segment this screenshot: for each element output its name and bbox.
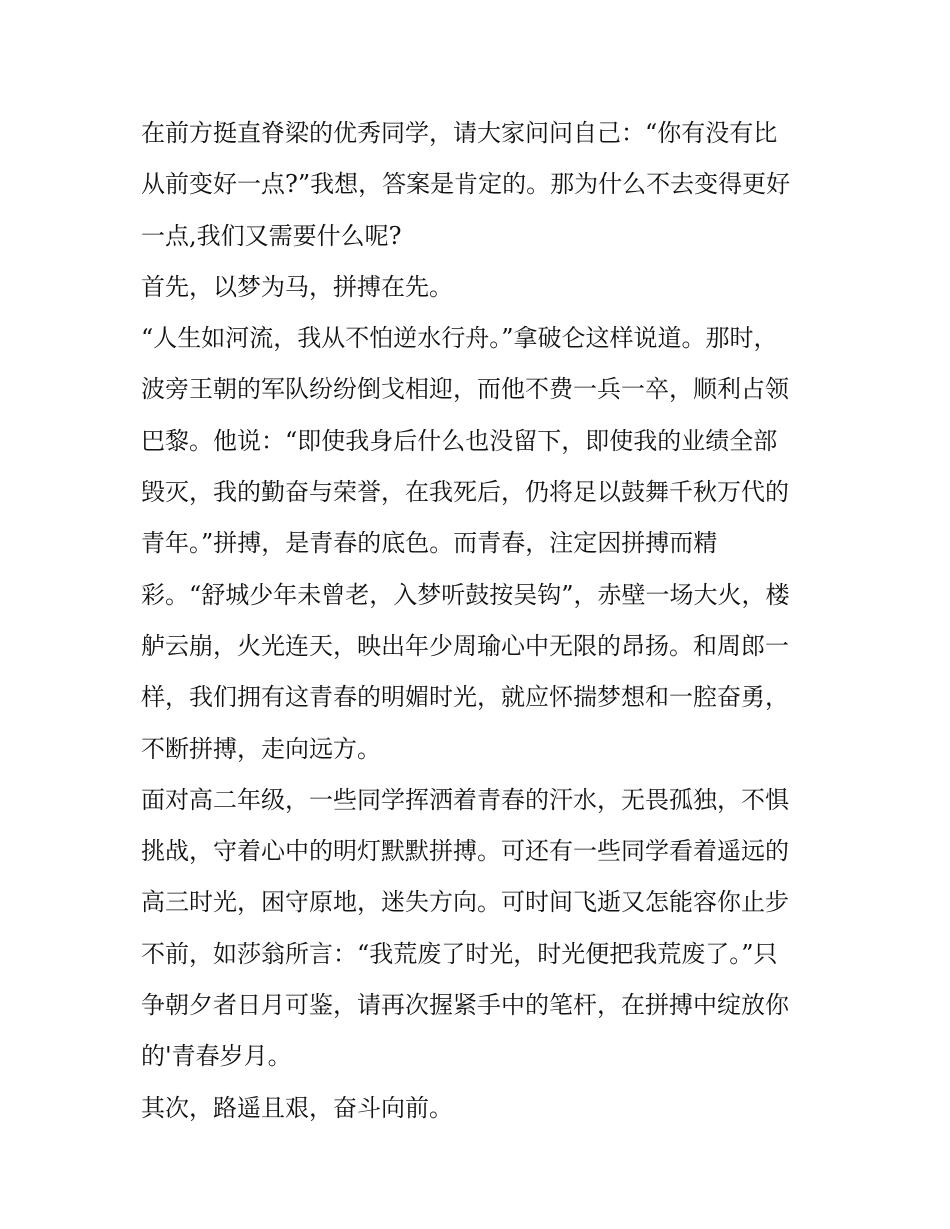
text-line: 在前方挺直脊梁的优秀同学，请大家问问自己：“你有没有比 bbox=[141, 119, 778, 147]
text-line: 巴黎。他说：“即使我身后什么也没留下，即使我的业绩全部 bbox=[141, 426, 778, 455]
document-body bbox=[141, 108, 821, 1134]
text-line: 毁灭，我的勤奋与荣誉，在我死后，仍将足以鼓舞千秋万代的 bbox=[141, 478, 789, 507]
text-line: 挑战，守着心中的明灯默默拼搏。可还有一些同学看着遥远的 bbox=[141, 837, 789, 866]
text-line: 的'青春岁月。 bbox=[141, 1042, 292, 1071]
text-line: 样，我们拥有这青春的明媚时光，就应怀揣梦想和一腔奋勇， bbox=[141, 683, 789, 712]
text-line: 从前变好一点?”我想，答案是肯定的。那为什么不去变得更好 bbox=[141, 170, 791, 199]
text-line: 不断拼搏，走向远方。 bbox=[141, 734, 381, 763]
text-line: 青年。”拼搏，是青春的底色。而青春，注定因拼搏而精 bbox=[141, 529, 718, 558]
section-heading-second: 其次，路遥且艰，奋斗向前。 bbox=[141, 1093, 453, 1122]
text-line: 一点,我们又需要什么呢? bbox=[141, 221, 402, 250]
text-line: 彩。“舒城少年未曾老，入梦听鼓按吴钩”，赤壁一场大火，楼 bbox=[141, 580, 790, 609]
text-line: 不前，如莎翁所言：“我荒废了时光，时光便把我荒废了。”只 bbox=[141, 939, 778, 968]
section-heading-first: 首先，以梦为马，拼搏在先。 bbox=[141, 272, 453, 301]
text-line: 舻云崩，火光连天，映出年少周瑜心中无限的昂扬。和周郎一 bbox=[141, 631, 789, 660]
text-line: 高三时光，困守原地，迷失方向。可时间飞逝又怎能容你止步 bbox=[141, 888, 789, 917]
text-line: 面对高二年级，一些同学挥洒着青春的汗水，无畏孤独，不惧 bbox=[141, 785, 789, 814]
text-line: “人生如河流，我从不怕逆水行舟。”拿破仑这样说道。那时， bbox=[141, 324, 778, 353]
text-line: 争朝夕者日月可鉴，请再次握紧手中的笔杆，在拼搏中绽放你 bbox=[141, 991, 789, 1020]
text-line: 波旁王朝的军队纷纷倒戈相迎，而他不费一兵一卒，顺利占领 bbox=[141, 375, 789, 404]
